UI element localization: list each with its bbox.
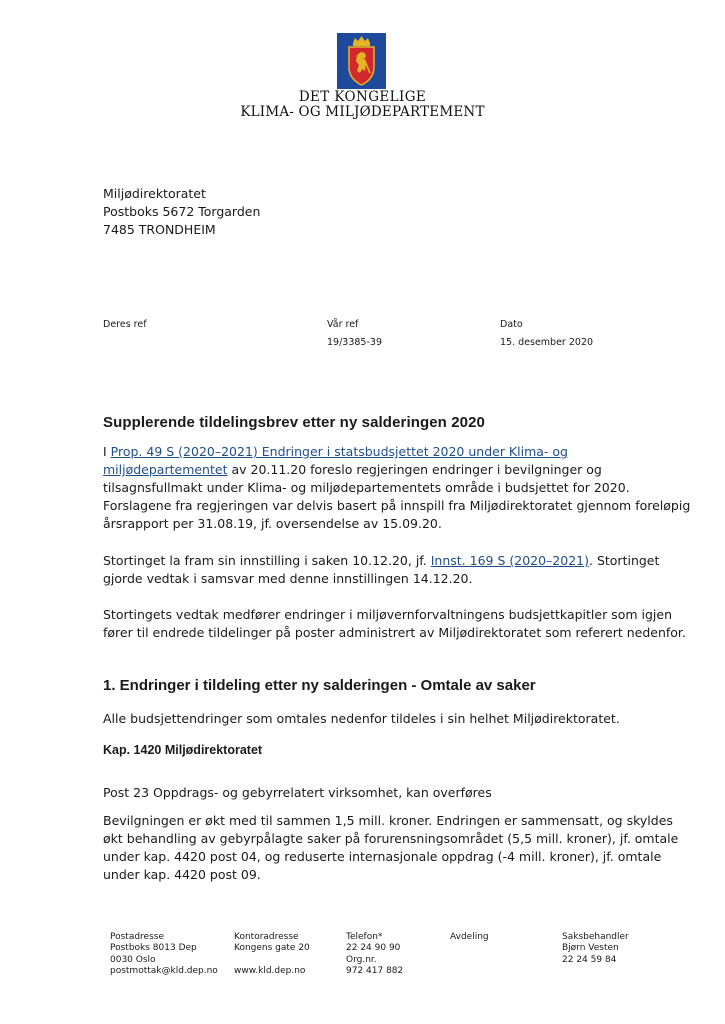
ministry-name-line2: KLIMA- OG MILJØDEPARTEMENT [240,104,485,120]
footer-orgnr-label: Org.nr. [346,954,377,965]
footer-case-officer-label: Saksbehandler [562,932,629,942]
footer-phone-number: 22 24 90 90 [346,943,401,954]
footer-case-officer-phone: 22 24 59 84 [562,954,617,965]
ministry-name-line1: DET KONGELIGE [298,89,427,105]
p2-prefix: Stortinget la fram sin innstilling i saken 10.12.20, jf. [103,553,431,568]
section-1-intro: Alle budsjettendringer som omtales nedenfor tildeles i sin helhet Miljødirektoratet. [103,711,620,726]
footer-office-label: Kontoradresse [234,932,299,942]
deres-ref-label: Deres ref [103,319,147,330]
post-23-line1: Bevilgningen er økt med til sammen 1,5 mill. kroner. Endringen er sammensatt, og skyldes [103,813,673,828]
post-23-line2: økt behandling av gebyrpålagte saker på forurensningsområdet (5,5 mill. kroner), jf. omtale [103,831,679,846]
recipient-address: Postboks 5672 Torgarden [103,204,261,219]
paragraph-1-line1 [103,443,663,461]
royal-coat-of-arms-icon [337,33,386,89]
letter-title: Supplerende tildelingsbrev etter ny salderingen 2020 [103,414,485,431]
footer-phone [346,932,403,977]
footer-postal-label: Postadresse [110,932,165,942]
footer-website: www.kld.dep.no [234,965,306,976]
paragraph-2-line2: gjorde vedtak i samsvar med denne innstillingen 14.12.20. [103,571,473,586]
footer-postal-city: 0030 Oslo [110,954,156,965]
footer-email: postmottak@kld.dep.no [110,965,218,976]
p1-line2-rest: av 20.11.20 foreslo regjeringen endringer i bevilgninger og [227,462,602,477]
p1-prefix: I [103,444,111,459]
prop-49-s-link-cont[interactable]: miljødepartementet [103,462,228,477]
paragraph-1-line3: tilsagnsfullmakt under Klima- og miljødepartementets område i budsjettet for 2020. [103,480,630,495]
paragraph-3-line2: fører til endrede tildelinger på poster administrert av Miljødirektoratet som referert nedenfor. [103,625,686,640]
var-ref-value: 19/3385-39 [327,337,382,348]
footer-postal-box: Postboks 8013 Dep [110,943,197,954]
footer-department-label: Avdeling [450,932,489,942]
innst-169-s-link[interactable]: Innst. 169 S (2020–2021) [430,553,589,568]
section-1-heading: 1. Endringer i tildeling etter ny salderingen - Omtale av saker [103,677,536,694]
date-value: 15. desember 2020 [500,337,594,348]
paragraph-1-line4: Forslagene fra regjeringen var delvis basert på innspill fra Miljødirektoratet gjennom foreløpig [103,498,691,513]
footer-postal-address [110,932,218,977]
paragraph-1-line5: årsrapport per 31.08.19, jf. oversendelse av 15.09.20. [103,516,442,531]
p2-suffix: . Stortinget [589,553,660,568]
kap-1420-heading: Kap. 1420 Miljødirektoratet [103,743,263,757]
post-23-heading: Post 23 Oppdrags- og gebyrrelatert virksomhet, kan overføres [103,785,492,800]
prop-49-s-link[interactable]: Prop. 49 S (2020–2021) Endringer i statsbudsjettet 2020 under Klima- og [110,444,568,459]
footer-phone-label: Telefon* [346,932,383,942]
footer-case-officer-name: Bjørn Vesten [562,943,619,954]
var-ref-label: Vår ref [327,319,359,330]
footer-office-address [234,932,310,977]
date-label: Dato [500,319,523,330]
footer-office-street: Kongens gate 20 [234,943,310,954]
recipient-city: 7485 TRONDHEIM [103,222,216,237]
paragraph-2-line1 [103,552,663,570]
recipient-name: Miljødirektoratet [103,186,206,201]
footer-department [450,932,489,943]
paragraph-3-line1: Stortingets vedtak medfører endringer i miljøvernforvaltningens budsjettkapitler som igjen [103,607,672,622]
footer-orgnr-value: 972 417 882 [346,965,404,976]
post-23-line4: under kap. 4420 post 09. [103,867,261,882]
footer-case-officer [562,932,629,966]
footer-office-empty [234,955,310,966]
post-23-line3: under kap. 4420 post 04, og reduserte internasjonale oppdrag (-4 mill. kroner), jf. omtale [103,849,662,864]
paragraph-1-line2 [103,461,663,479]
